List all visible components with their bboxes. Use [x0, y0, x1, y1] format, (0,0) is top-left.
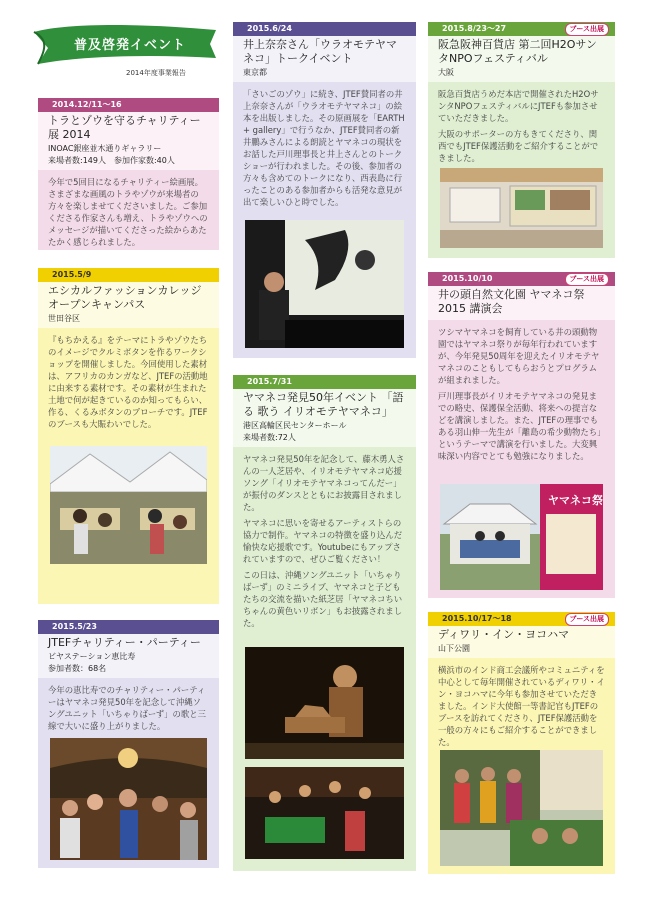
event-body: 今年で5回目になるチャリティー絵画展。さまざまな画風のトラやゾウが来場者の方々を楽しませてくださいました。ご参加くださる作家さんも増え、トラやゾウへのメッセージが描いてくださった絵からあたたかく感じられました。 — [48, 177, 208, 247]
tent-photo — [50, 446, 207, 564]
event-card-talk-event — [233, 22, 416, 358]
event-card-charity-exhibition — [38, 98, 219, 250]
event-place: ビヤステーション恵比寿 — [48, 652, 136, 661]
talk-photo — [245, 220, 404, 348]
party-photo — [50, 738, 207, 860]
event-card-charity-party — [38, 620, 219, 868]
event-place: 港区高輪区民センターホール — [243, 421, 347, 430]
event-body-1: 阪急百貨店うめだ本店で開催されたH2OサンタNPOフェスティバルにJTEFも参加させていただきました。 — [438, 89, 599, 123]
event-card-yamaneko-50 — [233, 375, 416, 871]
event-card-diwali — [428, 612, 615, 874]
booth-badge: ブース出展 — [565, 23, 609, 36]
dance-photo — [245, 767, 404, 859]
event-body-1: ツシマヤマネコを飼育している井の頭動物園ではヤマネコ祭りが毎年行われていますが、今年発見50周年を迎えたイリオモテヤマネコのこともしてもらおうとプログラムが組まれました。 — [438, 327, 600, 385]
event-date: 2014.12/11～16 — [38, 98, 219, 112]
event-body: 今年の恵比寿でのチャリティー・パーティーはヤマネコ発見50年を記念して沖縄ソングユニット「いちゃりばーず」の歌と三線で大いに盛り上がりました。 — [48, 685, 207, 731]
event-place: 世田谷区 — [48, 314, 80, 323]
event-title: 阪急阪神百貨店 第二回H2OサンタNPOフェスティバル — [438, 38, 597, 65]
event-body: 「さいごのゾウ」に続き、JTEF賛同者の井上奈奈さんが「ウラオモテヤマネコ」の絵本を出版しました。その原画展を「EARTH + gallery」で行うなか、JTEF賛同者の新井鵬みさんによる朗読とヤマネコの現状をお話した戸川理事長と井上さんとのトークショーが行われました。その後、参加者の方々も含めてのトークになり、西表島に行ったことのある参加者からも活発な意見が出て楽しいひと時でした。 — [243, 89, 405, 207]
event-body-2: 戸川理事長がイリオモテヤマネコの発見までの略史、保護保全活動、将来への提言などを講演しました。また、JTEFの理事でもある羽山伸一先生が「離島の希少動物たち」というテーマで講演を行いました。大変興味深い内容でとても勉強になりました。 — [438, 391, 602, 461]
event-card-ethical-fashion — [38, 268, 219, 604]
event-date-text: 2015.10/17～18 — [442, 614, 512, 623]
event-stats: 来場者数:149人 参加作家数:40人 — [48, 156, 175, 165]
event-date: 2015.7/31 — [233, 375, 416, 389]
event-card-yamaneko-festival — [428, 272, 615, 598]
event-date — [428, 272, 615, 286]
event-date: 2015.5/9 — [38, 268, 219, 282]
event-date — [428, 22, 615, 36]
banner-title: 普及啓発イベント — [74, 38, 187, 53]
event-place: INOAC銀座並木通りギャラリー — [48, 144, 162, 153]
diwali-photo — [440, 750, 603, 866]
poster-title: ヤマネコ祭 — [548, 494, 603, 507]
event-body: 横浜市のインド商工会議所やコミュニティを中心として毎年開催されているディワリ・イン・ヨコハマに今年も参加させていただきました。インド大使館一等書記官もJTEFのブースを訪れてくださり、JTEF保護活動を一般の方々にもご紹介することができました。 — [438, 665, 605, 747]
event-title: 井上奈奈さん「ウラオモテヤマネコ」トークイベント — [243, 38, 397, 65]
event-body-2: ヤマネコに思いを寄せるアーティストらの協力で制作。ヤマネコの特徴を盛り込んだ愉快な応援歌です。Youtubeにもアップされていますので、ぜひご覧ください！ — [243, 518, 403, 564]
event-title: ヤマネコ発見50年イベント 「語る 歌う イリオモテヤマネコ」 — [243, 391, 404, 418]
booth-badge: ブース出展 — [565, 273, 609, 286]
festival-photo — [440, 484, 603, 590]
event-card-h2o-santa — [428, 22, 615, 258]
event-place: 山下公園 — [438, 644, 470, 653]
event-title: ディワリ・イン・ヨコハマ — [438, 628, 570, 641]
event-title: トラとゾウを守るチャリティー展 2014 — [48, 114, 201, 141]
event-body-2: 大阪のサポーターの方もきてくださり、関西でもJTEF保護活動をご紹介することができました。 — [438, 129, 599, 163]
event-place: 東京都 — [243, 68, 267, 77]
event-title: 井の頭自然文化園 ヤマネコ祭2015 講演会 — [438, 288, 585, 315]
event-date: 2015.6/24 — [233, 22, 416, 36]
event-body-1: ヤマネコ発見50年を記念して、藤木勇人さんの一人芝居や、イリオモテヤマネコ応援ソング「イリオモテヤマネコってんだー」が振付のダンスとともにお披露目されました。 — [243, 454, 405, 512]
booth-photo — [440, 168, 603, 248]
event-stats: 参加者数：68名 — [48, 664, 107, 673]
stage-photo — [245, 647, 404, 759]
event-date: 2015.5/23 — [38, 620, 219, 634]
event-date — [428, 612, 615, 626]
event-body-3: この日は、沖縄ソングユニット「いちゃりばーず」のミニライブ、ヤマネコと子どもたちの交流を描いた紙芝居「ヤマネコちいちゃんの黄色いリボン」もお披露されました。 — [243, 570, 403, 628]
event-title: エシカルファッションカレッジ オープンキャンパス — [48, 284, 202, 311]
event-date-text: 2015.10/10 — [442, 274, 493, 283]
event-stats: 来場者数:72人 — [243, 433, 296, 442]
event-place: 大阪 — [438, 68, 454, 77]
event-date-text: 2015.8/23～27 — [442, 24, 507, 33]
banner — [30, 22, 220, 78]
banner-subtitle: 2014年度事業報告 — [126, 69, 186, 77]
booth-badge: ブース出展 — [565, 613, 609, 626]
event-title: JTEFチャリティー・パーティー — [48, 636, 201, 649]
event-body: 『もちかえる』をテーマにトラやゾウたちのイメージでクルミボタンを作るワークショップを開催しました。今回使用した素材は、アフリカのカンガなど、JTEFの活動地に由来する素材です。その素材が生まれた土地で何が起きているのか知ってもらい、作る、くるみボタンのブローチです。JTEFのブースも大賑わいでした。 — [48, 335, 208, 429]
